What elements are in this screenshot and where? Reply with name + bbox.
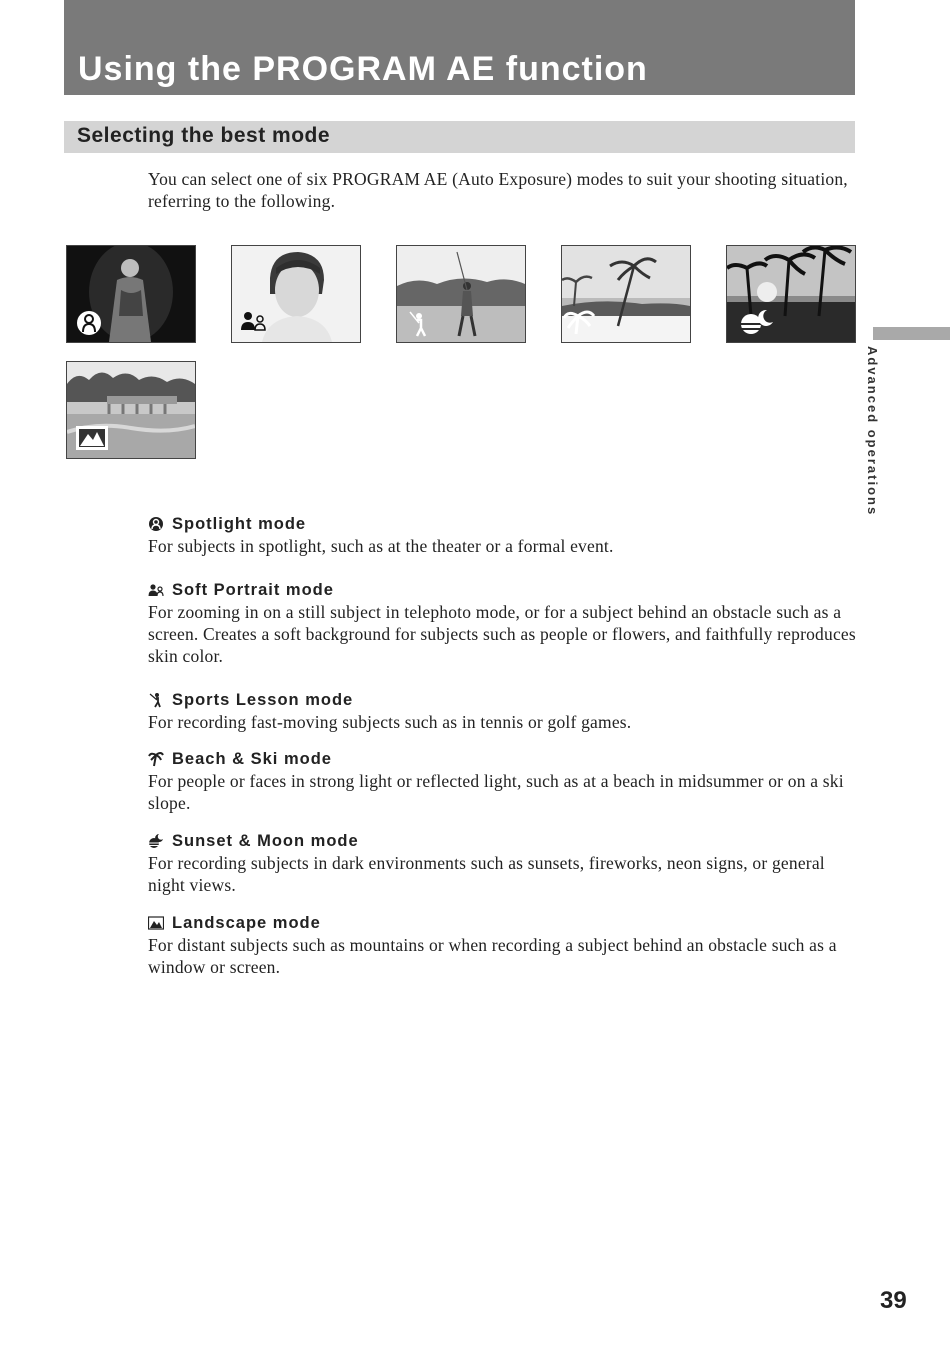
mode-landscape	[148, 912, 858, 978]
title-bar	[64, 0, 855, 95]
mode-heading	[148, 748, 858, 770]
sports-lesson-icon	[148, 692, 164, 708]
mode-spotlight	[148, 513, 858, 557]
mode-description: For zooming in on a still subject in telephoto mode, or for a subject behind an obstacle such as a screen. Creates a soft background for subjects such as people or flowers, and faithfully reproduces skin color.	[148, 602, 856, 666]
mode-name: Soft Portrait mode	[172, 580, 334, 599]
beach-ski-icon	[148, 751, 164, 767]
landscape-icon	[148, 915, 164, 931]
mode-name: Sports Lesson mode	[172, 690, 354, 709]
photo-landscape	[66, 361, 196, 459]
intro-text: You can select one of six PROGRAM AE (Auto Exposure) modes to suit your shooting situation, referring to the following.	[148, 169, 848, 211]
spotlight-icon	[77, 311, 101, 335]
section-bar	[64, 121, 855, 153]
photo-sports-lesson	[396, 245, 526, 343]
mode-description: For recording subjects in dark environments such as sunsets, fireworks, neon signs, or general night views.	[148, 853, 825, 895]
mode-description: For recording fast-moving subjects such as in tennis or golf games.	[148, 712, 632, 732]
mode-beach-ski	[148, 748, 858, 814]
soft-portrait-icon	[148, 582, 164, 598]
mode-name: Spotlight mode	[172, 514, 307, 533]
mode-sunset-moon	[148, 830, 858, 896]
mode-description: For people or faces in strong light or reflected light, such as at a beach in midsummer or on a ski slope.	[148, 771, 844, 813]
mode-name: Sunset & Moon mode	[172, 831, 359, 850]
mode-heading	[148, 689, 858, 711]
mode-name: Landscape mode	[172, 913, 321, 932]
section-title: Selecting the best mode	[77, 124, 331, 147]
mode-soft-portrait	[148, 579, 858, 667]
spotlight-icon	[148, 516, 164, 532]
mode-description: For subjects in spotlight, such as at the theater or a formal event.	[148, 536, 614, 556]
mode-heading	[148, 830, 858, 852]
side-tab-label: Advanced operations	[865, 346, 880, 517]
mode-description: For distant subjects such as mountains or when recording a subject behind an obstacle such as a window or screen.	[148, 935, 837, 977]
mode-heading	[148, 513, 858, 535]
photo-soft-portrait	[231, 245, 361, 343]
mode-name: Beach & Ski mode	[172, 749, 332, 768]
page-number: 39	[880, 1287, 907, 1314]
landscape-icon	[76, 426, 108, 450]
page-title: Using the PROGRAM AE function	[78, 50, 648, 88]
photo-spotlight	[66, 245, 196, 343]
side-tab-marker	[873, 327, 950, 340]
photo-beach-ski	[561, 245, 691, 343]
mode-heading	[148, 912, 858, 934]
photo-sunset-moon	[726, 245, 856, 343]
mode-heading	[148, 579, 858, 601]
sunset-moon-icon	[148, 833, 164, 849]
mode-sports-lesson	[148, 689, 858, 733]
